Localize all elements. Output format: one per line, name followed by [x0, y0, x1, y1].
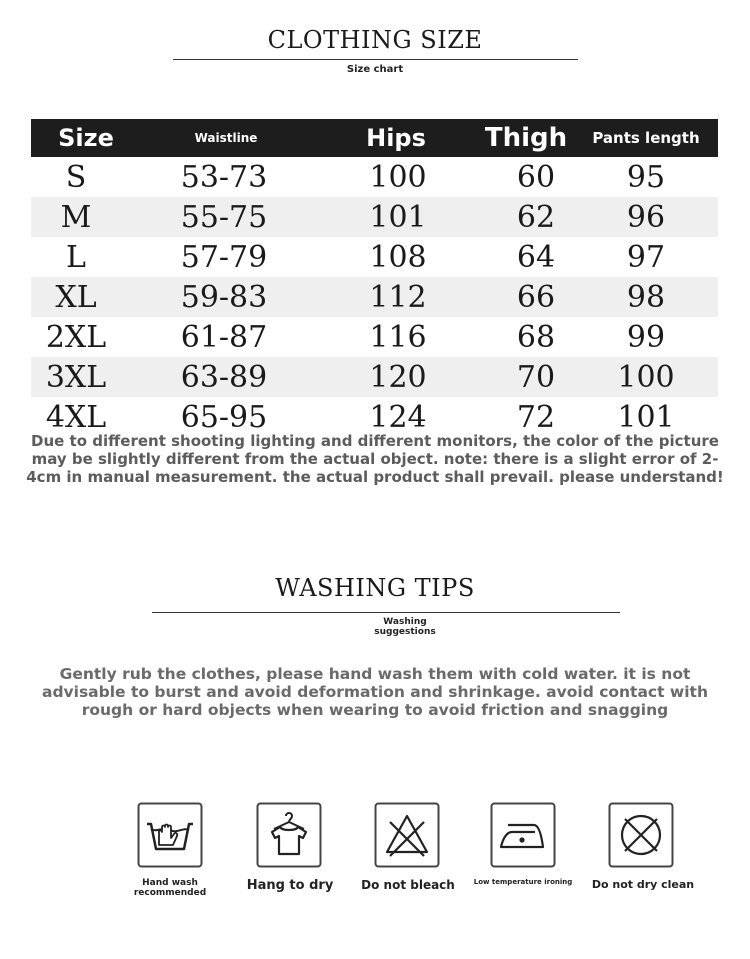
- cell-size: XL: [55, 279, 97, 315]
- cell-pants-length: 98: [626, 279, 666, 315]
- cell-waistline: 55-75: [180, 199, 268, 235]
- table-row: [31, 397, 718, 437]
- cell-size: 2XL: [45, 319, 107, 355]
- washing-instructions: Gently rub the clothes, please hand wash them with cold water. it is not advisable to burst and avoid deformation and shrinkage. avoid contact with rough or hard objects when wearing to avoid friction and snagging: [41, 665, 708, 719]
- measurement-note: Due to different shooting lighting and different monitors, the color of the picture may be slightly different from the actual object. note: there is a slight error of 2-4cm in manual measurement. the actual product shall prevail. please understand!: [26, 432, 724, 486]
- cell-waistline: 65-95: [180, 399, 268, 435]
- table-row: [31, 157, 718, 197]
- cell-pants-length: 99: [626, 319, 666, 355]
- cell-thigh: 70: [516, 359, 556, 395]
- cell-hips: 112: [369, 279, 427, 315]
- cell-hips: 124: [369, 399, 427, 435]
- cell-size: 4XL: [45, 399, 107, 435]
- header-size: Size: [58, 124, 114, 152]
- hand-wash-label: Hand wash recommended: [133, 878, 207, 898]
- cell-hips: 116: [369, 319, 427, 355]
- cell-hips: 120: [369, 359, 427, 395]
- cell-thigh: 68: [516, 319, 556, 355]
- table-row: [31, 197, 718, 237]
- cell-hips: 101: [369, 199, 427, 235]
- table-row: [31, 357, 718, 397]
- no-dry-clean-label: Do not dry clean: [591, 878, 695, 891]
- cell-size: S: [65, 159, 87, 195]
- no-dry-clean-icon: [608, 802, 674, 868]
- washing-subtitle: Washing suggestions: [374, 617, 436, 637]
- clothing-size-title: CLOTHING SIZE: [267, 26, 483, 54]
- cell-waistline: 61-87: [180, 319, 268, 355]
- cell-hips: 108: [369, 239, 427, 275]
- cell-size: M: [60, 199, 92, 235]
- hang-dry-label: Hang to dry: [246, 878, 334, 893]
- cell-pants-length: 95: [626, 159, 666, 195]
- cell-waistline: 57-79: [180, 239, 268, 275]
- cell-thigh: 62: [516, 199, 556, 235]
- cell-hips: 100: [369, 159, 427, 195]
- cell-size: 3XL: [45, 359, 107, 395]
- header-waistline: Waistline: [194, 131, 258, 145]
- hang-dry-icon: [256, 802, 322, 868]
- low-iron-label: Low temperature ironing: [473, 878, 573, 886]
- cell-pants-length: 96: [626, 199, 666, 235]
- cell-pants-length: 101: [617, 399, 675, 435]
- header-hips: Hips: [366, 124, 426, 152]
- header-pants-length: Pants length: [592, 128, 700, 147]
- cell-thigh: 72: [516, 399, 556, 435]
- size-table: [31, 119, 718, 437]
- cell-waistline: 53-73: [180, 159, 268, 195]
- washing-tips-title: WASHING TIPS: [275, 574, 475, 602]
- cell-thigh: 60: [516, 159, 556, 195]
- cell-waistline: 59-83: [180, 279, 268, 315]
- cell-pants-length: 100: [617, 359, 675, 395]
- no-bleach-icon: [374, 802, 440, 868]
- cell-pants-length: 97: [626, 239, 666, 275]
- hand-wash-icon: [137, 802, 203, 868]
- title-divider: [173, 59, 578, 60]
- table-header: [31, 119, 718, 157]
- washing-divider: [152, 612, 620, 613]
- table-row: [31, 277, 718, 317]
- cell-size: L: [66, 239, 86, 275]
- size-chart-subtitle: Size chart: [346, 64, 404, 75]
- table-row: [31, 237, 718, 277]
- no-bleach-label: Do not bleach: [361, 878, 455, 892]
- cell-thigh: 66: [516, 279, 556, 315]
- low-iron-icon: [490, 802, 556, 868]
- cell-thigh: 64: [516, 239, 556, 275]
- cell-waistline: 63-89: [180, 359, 268, 395]
- header-thigh: Thigh: [484, 123, 568, 153]
- table-row: [31, 317, 718, 357]
